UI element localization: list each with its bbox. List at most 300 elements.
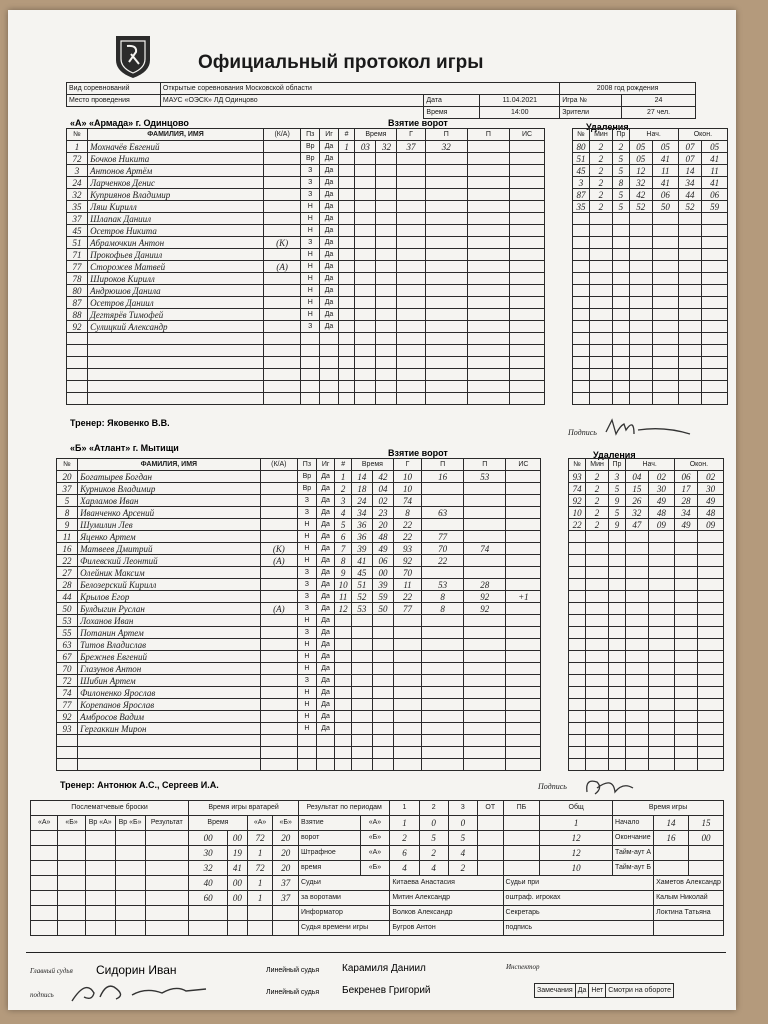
goal-strength (506, 627, 541, 639)
goal-assist-1 (425, 261, 467, 273)
player-name (78, 759, 261, 771)
player-number: 5 (57, 495, 78, 507)
period-score: 0 (448, 816, 477, 831)
penalty-minutes (585, 735, 608, 747)
goal-number: 11 (335, 591, 351, 603)
period-score: 10 (540, 861, 613, 876)
player-name: Куприянов Владимир (88, 189, 264, 201)
goal-second (376, 249, 397, 261)
goal-assist-1 (422, 519, 464, 531)
goal-number: 6 (335, 531, 351, 543)
goal-assist-1 (422, 495, 464, 507)
pen-col-min: Мин (589, 129, 612, 141)
penalty-start-sec (649, 651, 675, 663)
goal-strength (506, 711, 541, 723)
period-score: 12 (540, 846, 613, 861)
goal-assist-2 (467, 381, 509, 393)
goalie-b: 20 (273, 846, 299, 861)
goal-number (338, 369, 354, 381)
penalty-player: 45 (573, 165, 589, 177)
player-position: Н (298, 531, 317, 543)
goalie-col-b: «Б» (273, 816, 299, 831)
col-no-header: № (67, 129, 88, 141)
table-row (57, 747, 724, 759)
spacer (541, 579, 569, 591)
shootout-cell (58, 906, 85, 921)
player-played: Да (316, 639, 335, 651)
penalty-end-min (674, 735, 697, 747)
goal-minute (355, 213, 376, 225)
player-played (316, 735, 335, 747)
goal-assist-1 (425, 165, 467, 177)
goal-strength (506, 579, 541, 591)
penalty-end-min (678, 261, 701, 273)
player-role (263, 381, 301, 393)
goal-assist-2 (464, 675, 506, 687)
penalty-end-sec: 49 (698, 495, 724, 507)
time-label: Время (424, 107, 480, 119)
player-number: 27 (57, 567, 78, 579)
shootout-cell (58, 891, 85, 906)
table-row (67, 309, 728, 321)
table-row (67, 141, 728, 153)
player-role (263, 285, 301, 297)
penalty-end-min (678, 213, 701, 225)
goal-assist-1 (425, 333, 467, 345)
penalty-reason: 2 (613, 141, 629, 153)
penalty-end-sec (698, 543, 724, 555)
goalie-time-sec: 41 (228, 861, 248, 876)
penalty-end-min (674, 687, 697, 699)
penalty-player (569, 759, 585, 771)
team-a-title: «А» «Армада» г. Одинцово (70, 118, 189, 128)
player-played: Да (320, 309, 339, 321)
player-name: Сторожев Матвей (88, 261, 264, 273)
penalty-start-sec (649, 567, 675, 579)
goal-scorer (393, 723, 421, 735)
goal-second: 02 (372, 495, 393, 507)
penalty-minutes (589, 345, 612, 357)
penalty-start-sec (652, 309, 678, 321)
penalty-minutes (585, 555, 608, 567)
penalty-player: 80 (573, 141, 589, 153)
player-number: 37 (67, 213, 88, 225)
table-row (57, 759, 724, 771)
player-role: (А) (263, 261, 301, 273)
penalty-start-sec (652, 225, 678, 237)
start-label: Начало (613, 816, 654, 831)
goal-assist-2: 92 (464, 591, 506, 603)
goal-scorer (397, 177, 425, 189)
goal-number (335, 627, 351, 639)
goal-minute: 53 (351, 603, 372, 615)
player-position: Вр (301, 141, 320, 153)
goal-minute (355, 237, 376, 249)
penalty-end-min (674, 591, 697, 603)
penalty-player (573, 345, 589, 357)
player-number (67, 381, 88, 393)
goal-assist-2 (467, 345, 509, 357)
penalty-reason (609, 531, 625, 543)
pen-col-start: Нач. (625, 459, 674, 471)
spacer (545, 213, 573, 225)
player-role: (К) (260, 543, 297, 555)
penalty-player (573, 309, 589, 321)
player-role (263, 177, 301, 189)
penalty-end-sec (702, 333, 728, 345)
shootout-cell (31, 891, 58, 906)
player-role (260, 495, 297, 507)
penalty-player (573, 213, 589, 225)
goal-col-assist1: П (422, 459, 464, 471)
goal-assist-2 (467, 321, 509, 333)
player-name: Дегтярёв Тимофей (88, 309, 264, 321)
player-position (301, 381, 320, 393)
penalty-start-min (629, 357, 652, 369)
spacer (545, 141, 573, 153)
penalty-reason (609, 735, 625, 747)
penalty-end-min: 14 (678, 165, 701, 177)
penalty-reason (609, 687, 625, 699)
player-name: Курников Владимир (78, 483, 261, 495)
penalty-end-min (678, 285, 701, 297)
penalty-reason (609, 567, 625, 579)
penalty-player: 74 (569, 483, 585, 495)
remarks-no[interactable]: Нет (589, 984, 606, 998)
goal-assist-1: 8 (422, 591, 464, 603)
penalty-start-min (625, 615, 648, 627)
player-played: Да (316, 507, 335, 519)
player-position: З (298, 507, 317, 519)
penalty-player (569, 531, 585, 543)
table-row (57, 507, 724, 519)
table-row (57, 687, 724, 699)
penalty-start-sec (649, 675, 675, 687)
shootout-cell (31, 906, 58, 921)
goal-assist-1 (422, 723, 464, 735)
player-position: Н (298, 663, 317, 675)
goal-assist-2 (464, 711, 506, 723)
player-number: 3 (67, 165, 88, 177)
player-played: Да (320, 321, 339, 333)
goal-strength (509, 273, 544, 285)
player-played: Да (316, 675, 335, 687)
goal-assist-1 (422, 651, 464, 663)
penalty-end-min (674, 675, 697, 687)
goalie-time-sec: 00 (228, 831, 248, 846)
goal-second: 32 (376, 141, 397, 153)
goal-strength (509, 357, 544, 369)
player-role (260, 579, 297, 591)
spacer (545, 393, 573, 405)
penalty-start-min: 32 (629, 177, 652, 189)
spacer (541, 687, 569, 699)
goal-minute: 24 (351, 495, 372, 507)
player-position: Н (301, 201, 320, 213)
penalty-player (569, 699, 585, 711)
goal-minute (355, 309, 376, 321)
player-name: Сулицкий Александр (88, 321, 264, 333)
goal-minute (351, 639, 372, 651)
goal-number: 2 (335, 483, 351, 495)
penalty-start-min (629, 333, 652, 345)
goal-strength (509, 141, 544, 153)
penalty-player (569, 735, 585, 747)
penalty-end-min (678, 297, 701, 309)
goal-assist-1 (425, 393, 467, 405)
player-name: Шлапак Даниил (88, 213, 264, 225)
penalty-end-sec (698, 579, 724, 591)
goal-second (372, 615, 393, 627)
goal-strength (506, 759, 541, 771)
goal-assist-1 (425, 249, 467, 261)
penalty-end-min (674, 651, 697, 663)
player-played: Да (320, 261, 339, 273)
table-row (67, 357, 728, 369)
goal-scorer (397, 165, 425, 177)
penalty-start-sec: 09 (649, 519, 675, 531)
player-role (260, 531, 297, 543)
goal-minute (355, 369, 376, 381)
goal-assist-2 (464, 615, 506, 627)
penalty-player (573, 357, 589, 369)
shootout-col-header: «А» (31, 816, 58, 831)
player-number: 20 (57, 471, 78, 483)
goal-minute (351, 735, 372, 747)
goal-assist-2 (467, 153, 509, 165)
player-role (260, 639, 297, 651)
shootout-cell (58, 831, 85, 846)
player-name: Широков Кирилл (88, 273, 264, 285)
goal-scorer (397, 333, 425, 345)
penalty-player: 51 (573, 153, 589, 165)
player-number: 92 (67, 321, 88, 333)
penalty-minutes: 2 (585, 471, 608, 483)
player-played: Да (316, 651, 335, 663)
official-name: Калым Николай (654, 891, 724, 906)
goal-number (338, 357, 354, 369)
goal-scorer: 10 (393, 471, 421, 483)
game-time-minute: 00 (688, 831, 723, 846)
remarks-yes[interactable]: Да (575, 984, 589, 998)
goal-minute (355, 165, 376, 177)
table-row (67, 345, 728, 357)
spacer (545, 225, 573, 237)
pen-col-no: № (573, 129, 589, 141)
penalty-start-sec (649, 615, 675, 627)
spacer (541, 591, 569, 603)
goal-assist-2 (464, 747, 506, 759)
penalty-start-sec (652, 213, 678, 225)
penalty-reason: 5 (613, 165, 629, 177)
player-role (260, 483, 297, 495)
penalty-reason (613, 321, 629, 333)
goal-assist-1 (422, 759, 464, 771)
goal-minute: 39 (351, 543, 372, 555)
goal-strength (509, 333, 544, 345)
goal-second (372, 687, 393, 699)
goalie-a: 1 (247, 876, 273, 891)
penalty-reason (613, 273, 629, 285)
goalie-a: 1 (247, 891, 273, 906)
goal-minute (351, 723, 372, 735)
penalty-end-min (674, 603, 697, 615)
spacer (545, 165, 573, 177)
penalty-start-min (625, 735, 648, 747)
penalty-player (569, 651, 585, 663)
spacer (541, 711, 569, 723)
penalty-minutes (589, 273, 612, 285)
penalty-minutes (585, 531, 608, 543)
venue-label: Место проведения (67, 95, 161, 107)
player-role (260, 747, 297, 759)
game-time-minute (688, 861, 723, 876)
player-played: Да (320, 201, 339, 213)
shootout-cell (145, 861, 189, 876)
goal-assist-2 (467, 285, 509, 297)
penalty-reason (609, 627, 625, 639)
goal-assist-2 (464, 735, 506, 747)
table-row (67, 273, 728, 285)
goal-assist-1 (425, 189, 467, 201)
period-score: 2 (448, 861, 477, 876)
penalty-reason (609, 579, 625, 591)
penalty-end-sec (702, 285, 728, 297)
player-name: Брежнев Евгений (78, 651, 261, 663)
penalty-reason: 5 (613, 189, 629, 201)
penalty-reason (609, 615, 625, 627)
penalty-reason (609, 603, 625, 615)
table-row (67, 225, 728, 237)
spacer (541, 483, 569, 495)
penalty-end-min: 28 (674, 495, 697, 507)
player-number: 53 (57, 615, 78, 627)
col-pos-header: Пз (301, 129, 320, 141)
player-role (263, 141, 301, 153)
player-played (320, 345, 339, 357)
penalty-minutes (585, 723, 608, 735)
penalty-end-sec (702, 393, 728, 405)
player-position (301, 357, 320, 369)
penalty-end-min (678, 249, 701, 261)
player-position: З (298, 603, 317, 615)
penalty-end-sec: 11 (702, 165, 728, 177)
goal-minute: 36 (351, 519, 372, 531)
penalty-reason: 9 (609, 519, 625, 531)
penalty-end-min: 07 (678, 141, 701, 153)
goal-assist-1 (422, 675, 464, 687)
player-number: 55 (57, 627, 78, 639)
official-label: оштраф. игроках (503, 891, 654, 906)
goal-strength (506, 495, 541, 507)
player-name: Осетров Даниил (88, 297, 264, 309)
goal-second (376, 237, 397, 249)
goal-scorer: 92 (393, 555, 421, 567)
player-role (263, 369, 301, 381)
goal-scorer (397, 153, 425, 165)
penalty-end-min: 07 (678, 153, 701, 165)
penalty-player (569, 543, 585, 555)
penalty-start-min: 05 (629, 153, 652, 165)
period-score: 4 (390, 861, 419, 876)
goal-minute (355, 321, 376, 333)
player-number: 35 (67, 201, 88, 213)
penalty-start-sec (649, 723, 675, 735)
team-b-pen-title: Удаления (593, 450, 636, 460)
player-played: Да (320, 177, 339, 189)
goal-minute (355, 273, 376, 285)
goal-strength (506, 699, 541, 711)
col-play-header: Иг (320, 129, 339, 141)
player-number: 16 (57, 543, 78, 555)
penalty-start-min (629, 225, 652, 237)
goalie-a: 1 (247, 846, 273, 861)
penalty-end-sec: 06 (702, 189, 728, 201)
goal-assist-2 (467, 273, 509, 285)
goalie-time-min: 60 (189, 891, 228, 906)
player-name: Филоненко Ярослав (78, 687, 261, 699)
table-row (57, 555, 724, 567)
period-score (477, 846, 503, 861)
penalty-reason (613, 309, 629, 321)
team-a-signature (604, 412, 694, 438)
player-number: 92 (57, 711, 78, 723)
penalty-end-sec (698, 699, 724, 711)
penalty-minutes (589, 297, 612, 309)
shootout-cell (145, 891, 189, 906)
goal-assist-1 (422, 735, 464, 747)
player-name: Шибин Артем (78, 675, 261, 687)
goal-assist-2: 28 (464, 579, 506, 591)
goal-strength (509, 345, 544, 357)
linesman-label-1: Линейный судья (266, 967, 320, 974)
penalty-end-min (678, 369, 701, 381)
table-row (57, 615, 724, 627)
goal-strength (506, 531, 541, 543)
goal-scorer (393, 687, 421, 699)
penalty-player: 22 (569, 519, 585, 531)
penalty-start-min (625, 663, 648, 675)
penalty-reason (613, 297, 629, 309)
player-role (260, 615, 297, 627)
penalty-player (573, 237, 589, 249)
period-score: 0 (419, 816, 448, 831)
table-row (57, 723, 724, 735)
player-played (316, 747, 335, 759)
goal-col-assist2: П (467, 129, 509, 141)
player-number: 71 (67, 249, 88, 261)
penalty-minutes: 2 (589, 201, 612, 213)
penalty-start-sec (652, 333, 678, 345)
penalty-reason (609, 711, 625, 723)
penalty-end-min: 49 (674, 519, 697, 531)
game-time-hour (654, 861, 689, 876)
goalie-a: 72 (247, 831, 273, 846)
penalty-end-sec (698, 651, 724, 663)
goal-assist-2 (467, 237, 509, 249)
goal-scorer (397, 381, 425, 393)
table-row (67, 165, 728, 177)
shootout-cell (85, 876, 115, 891)
shootout-cell (31, 876, 58, 891)
goalie-time-min: 30 (189, 846, 228, 861)
player-position: З (298, 627, 317, 639)
goal-assist-1 (422, 711, 464, 723)
start-hour: 14 (654, 816, 689, 831)
penalty-end-sec (698, 567, 724, 579)
pen-col-end: Окон. (678, 129, 727, 141)
period-col-header: ОТ (477, 801, 503, 816)
